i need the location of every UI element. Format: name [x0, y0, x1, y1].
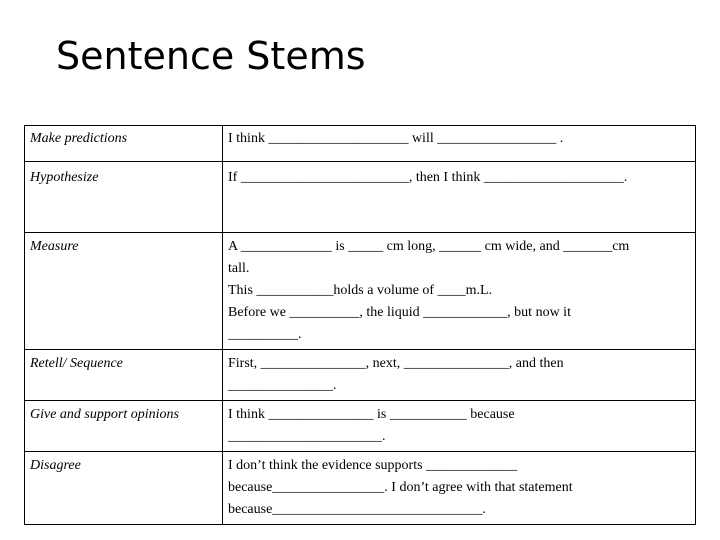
row-stem [223, 126, 696, 162]
stem-line: A _____________ is _____ cm long, ______ cm wide, and _______cm [228, 239, 630, 254]
stem-line: __________. [228, 327, 302, 342]
row-stem [223, 350, 696, 401]
stem-line: First, _______________, next, _______________, and then [228, 356, 564, 371]
row-label: Give and support opinions [25, 401, 223, 452]
stem-line: This ___________holds a volume of ____m.L. [228, 283, 493, 298]
stem-line: I think ____________________ will _________________ . [228, 131, 564, 146]
stem-line: I don’t think the evidence supports _____________ [228, 458, 518, 473]
stem-line: ______________________. [228, 429, 386, 444]
stem-line: I think _______________ is ___________ because [228, 407, 515, 422]
stem-line: tall. [228, 261, 250, 276]
row-stem [223, 401, 696, 452]
table-row [25, 452, 696, 525]
page-title: Sentence Stems [56, 34, 366, 78]
stem-line: If ________________________, then I think ____________________. [228, 170, 628, 185]
row-stem [223, 452, 696, 525]
table-row [25, 350, 696, 401]
stem-line: because________________. I don’t agree with that statement [228, 480, 573, 495]
row-label: Hypothesize [25, 162, 223, 233]
row-label: Retell/ Sequence [25, 350, 223, 401]
table-row [25, 401, 696, 452]
table-row [25, 233, 696, 350]
table-row [25, 162, 696, 233]
sentence-stems-table [24, 125, 696, 525]
row-label: Measure [25, 233, 223, 350]
row-stem [223, 162, 696, 233]
row-label: Make predictions [25, 126, 223, 162]
stem-line: because______________________________. [228, 502, 486, 517]
table-row [25, 126, 696, 162]
stem-line: _______________. [228, 378, 337, 393]
stem-line: Before we __________, the liquid ____________, but now it [228, 305, 571, 320]
row-stem [223, 233, 696, 350]
row-label: Disagree [25, 452, 223, 525]
